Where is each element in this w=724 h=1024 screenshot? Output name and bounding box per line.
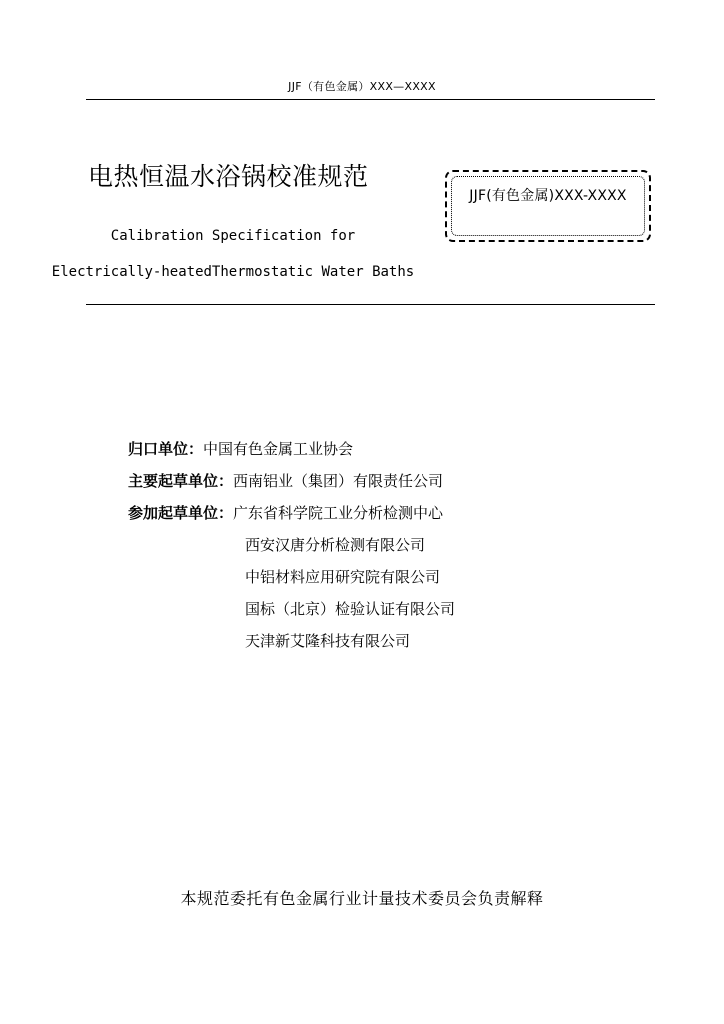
participating-unit-value: 广东省科学院工业分析检测中心 (233, 504, 444, 522)
main-drafting-unit-label: 主要起草单位： (128, 472, 234, 490)
document-title-english-line1: Calibration Specification for (110, 228, 356, 244)
participating-unit-value: 西安汉唐分析检测有限公司 (245, 536, 426, 554)
participating-unit-value: 中铝材料应用研究院有限公司 (245, 568, 441, 586)
administrative-unit-value: 中国有色金属工业协会 (203, 440, 354, 458)
main-drafting-unit-row (128, 465, 443, 497)
participating-unit-value: 国标（北京）检验认证有限公司 (245, 600, 456, 618)
participating-unit-row (128, 529, 443, 561)
administrative-unit-label: 归口单位： (128, 440, 204, 458)
header-divider (86, 99, 655, 100)
administrative-unit-row (128, 433, 443, 465)
standard-code-text: JJF(有色金属)XXX-XXXX (469, 188, 627, 204)
participating-unit-value: 天津新艾隆科技有限公司 (245, 632, 411, 650)
title-divider (86, 304, 655, 305)
document-title-chinese: 电热恒温水浴锅校准规范 (88, 162, 369, 191)
standard-code-box (445, 170, 651, 242)
participating-unit-row (128, 497, 443, 529)
drafting-units-section (128, 433, 456, 657)
participating-unit-label: 参加起草单位： (128, 504, 234, 522)
main-drafting-unit-value: 西南铝业（集团）有限责任公司 (233, 472, 444, 490)
document-title-english-line2: Electrically-heatedThermostatic Water Baths (51, 264, 415, 280)
header-standard-code: JJF（有色金属）XXX—XXXX (288, 80, 436, 93)
participating-unit-row (128, 561, 443, 593)
interpretation-note: 本规范委托有色金属行业计量技术委员会负责解释 (180, 889, 544, 908)
participating-unit-row (128, 625, 443, 657)
participating-unit-row (128, 593, 456, 625)
